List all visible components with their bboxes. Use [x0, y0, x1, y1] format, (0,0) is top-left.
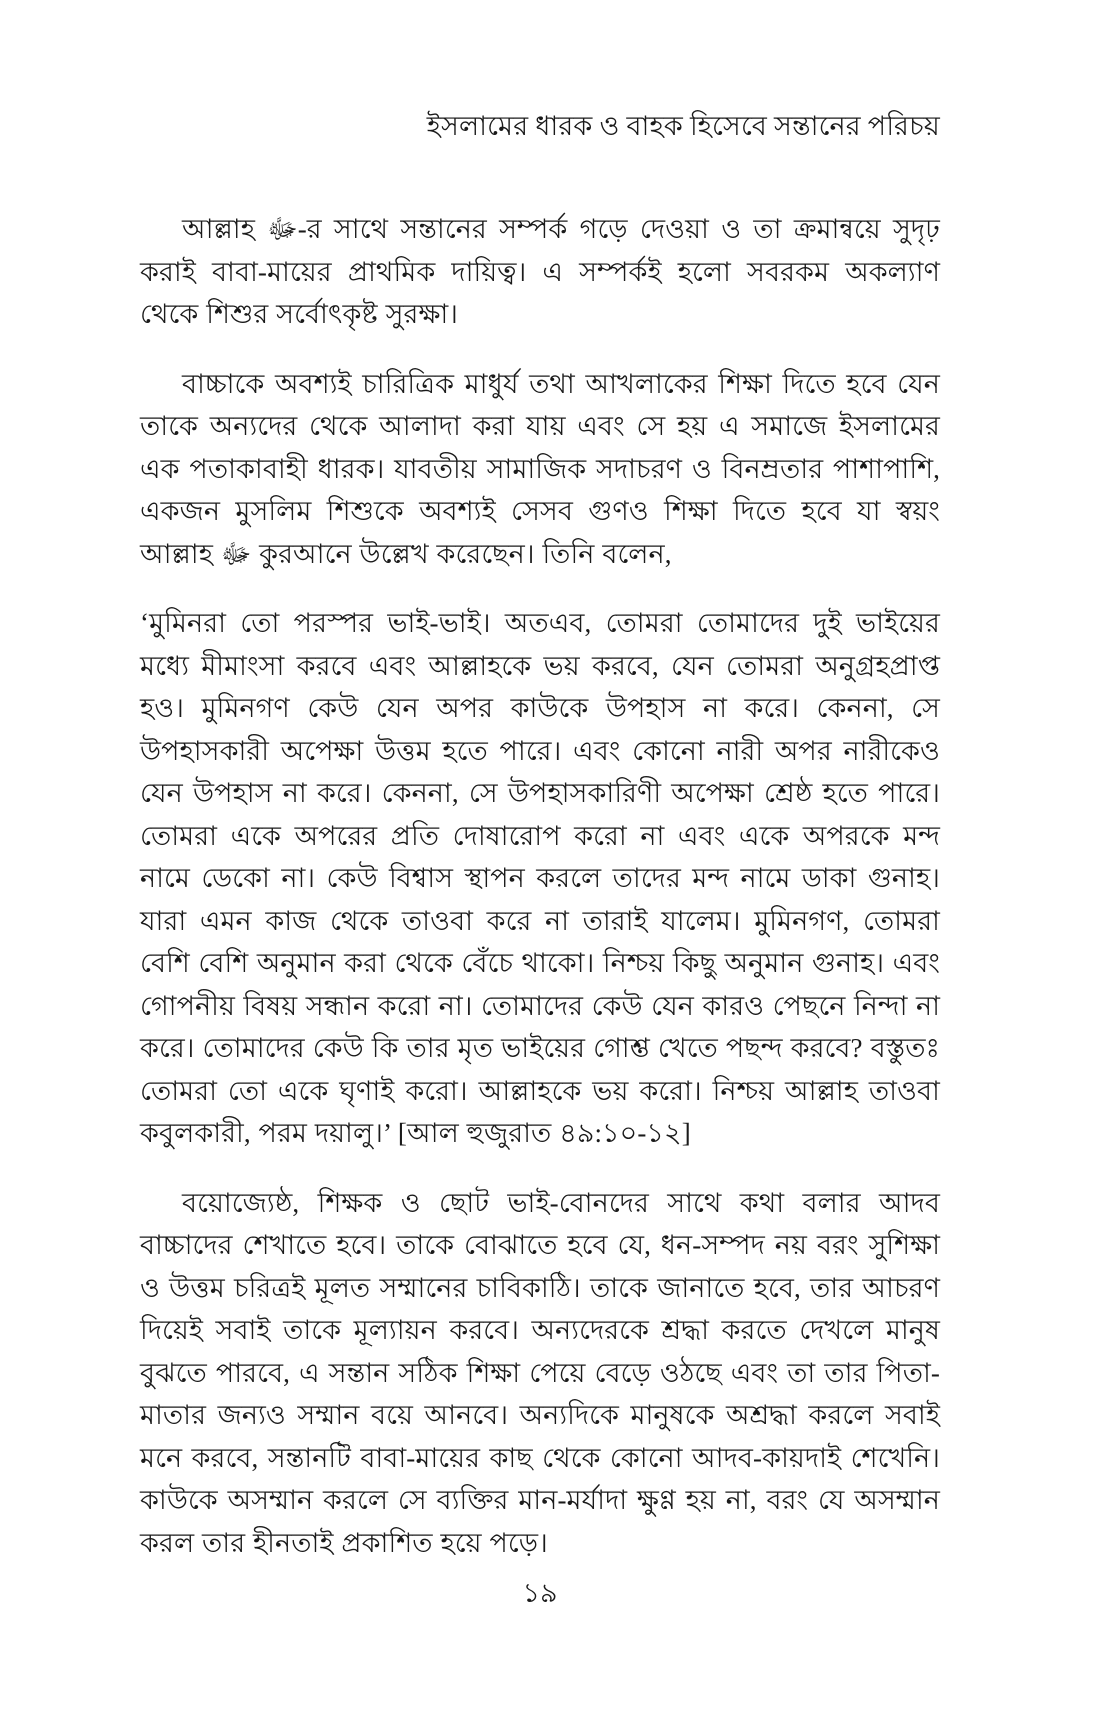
paragraph-manners: বয়োজ্যেষ্ঠ, শিক্ষক ও ছোট ভাই-বোনদের সাথে কথা বলার আদব বাচ্চাদের শেখাতে হবে। তাকে বোঝাতে হবে যে, ধন-সম্পদ নয় বরং সুশিক্ষা ও উত্তম চরিত্রই মূলত সম্মানের চাবিকাঠি। তাকে জানাতে হবে, তার আচরণ দিয়েই সবাই তাকে মূল্যায়ন করবে। অন্যদেরকে শ্রদ্ধা করতে দেখলে মানুষ বুঝতে পারবে, এ সন্তান সঠিক শিক্ষা পেয়ে বেড়ে ওঠছে এবং তা তার পিতা-মাতার জন্যও সম্মান বয়ে আনবে। অন্যদিকে মানুষকে অশ্রদ্ধা করলে সবাই মনে করবে, সন্তানটি বাবা-মায়ের কাছ থেকে কোনো আদব-কায়দাই শেখেনি। কাউকে অসম্মান করলে সে ব্যক্তির মান-মর্যাদা ক্ষুণ্ণ হয় না, বরং যে অসম্মান করল তার হীনতাই প্রকাশিত হয়ে পড়ে।: [140, 1187, 940, 1558]
body-text: [140, 208, 940, 1564]
text-column: [140, 0, 940, 1591]
paragraph-intro: আল্লাহ ﷻ-র সাথে সন্তানের সম্পর্ক গড়ে দেওয়া ও তা ক্রমান্বয়ে সুদৃঢ় করাই বাবা-মায়ের প্রাথমিক দায়িত্ব। এ সম্পর্কই হলো সবরকম অকল্যাণ থেকে শিশুর সর্বোৎকৃষ্ট সুরক্ষা।: [140, 214, 940, 329]
quran-quote: ‘মুমিনরা তো পরস্পর ভাই-ভাই। অতএব, তোমরা তোমাদের দুই ভাইয়ের মধ্যে মীমাংসা করবে এবং আল্লাহকে ভয় করবে, যেন তোমরা অনুগ্রহপ্রাপ্ত হও। মুমিনগণ কেউ যেন অপর কাউকে উপহাস না করে। কেননা, সে উপহাসকারী অপেক্ষা উত্তম হতে পারে। এবং কোনো নারী অপর নারীকেও যেন উপহাস না করে। কেননা, সে উপহাসকারিণী অপেক্ষা শ্রেষ্ঠ হতে পারে। তোমরা একে অপরের প্রতি দোষারোপ করো না এবং একে অপরকে মন্দ নামে ডেকো না। কেউ বিশ্বাস স্থাপন করলে তাদের মন্দ নামে ডাকা গুনাহ। যারা এমন কাজ থেকে তাওবা করে না তারাই যালেম। মুমিনগণ, তোমরা বেশি বেশি অনুমান করা থেকে বেঁচে থাকো। নিশ্চয় কিছু অনুমান গুনাহ। এবং গোপনীয় বিষয় সন্ধান করো না। তোমাদের কেউ যেন কারও পেছনে নিন্দা না করে। তোমাদের কেউ কি তার মৃত ভাইয়ের গোশ্ত খেতে পছন্দ করবে? বস্তুতঃ তোমরা তো একে ঘৃণাই করো। আল্লাহকে ভয় করো। নিশ্চয় আল্লাহ তাওবা কবুলকারী, পরম দয়ালু।’ [আল হুজুরাত ৪৯:১০-১২]: [140, 608, 940, 1148]
paragraph-teaching: বাচ্চাকে অবশ্যই চারিত্রিক মাধুর্য তথা আখলাকের শিক্ষা দিতে হবে যেন তাকে অন্যদের থেকে আলাদা করা যায় এবং সে হয় এ সমাজে ইসলামের এক পতাকাবাহী ধারক। যাবতীয় সামাজিক সদাচরণ ও বিনম্রতার পাশাপাশি, একজন মুসলিম শিশুকে অবশ্যই সেসব গুণও শিক্ষা দিতে হবে যা স্বয়ং আল্লাহ ﷻ কুরআনে উল্লেখ করেছেন। তিনি বলেন,: [140, 368, 940, 569]
running-header: ইসলামের ধারক ও বাহক হিসেবে সন্তানের পরিচয়: [426, 111, 940, 141]
page-number: ১৯: [522, 1578, 558, 1608]
